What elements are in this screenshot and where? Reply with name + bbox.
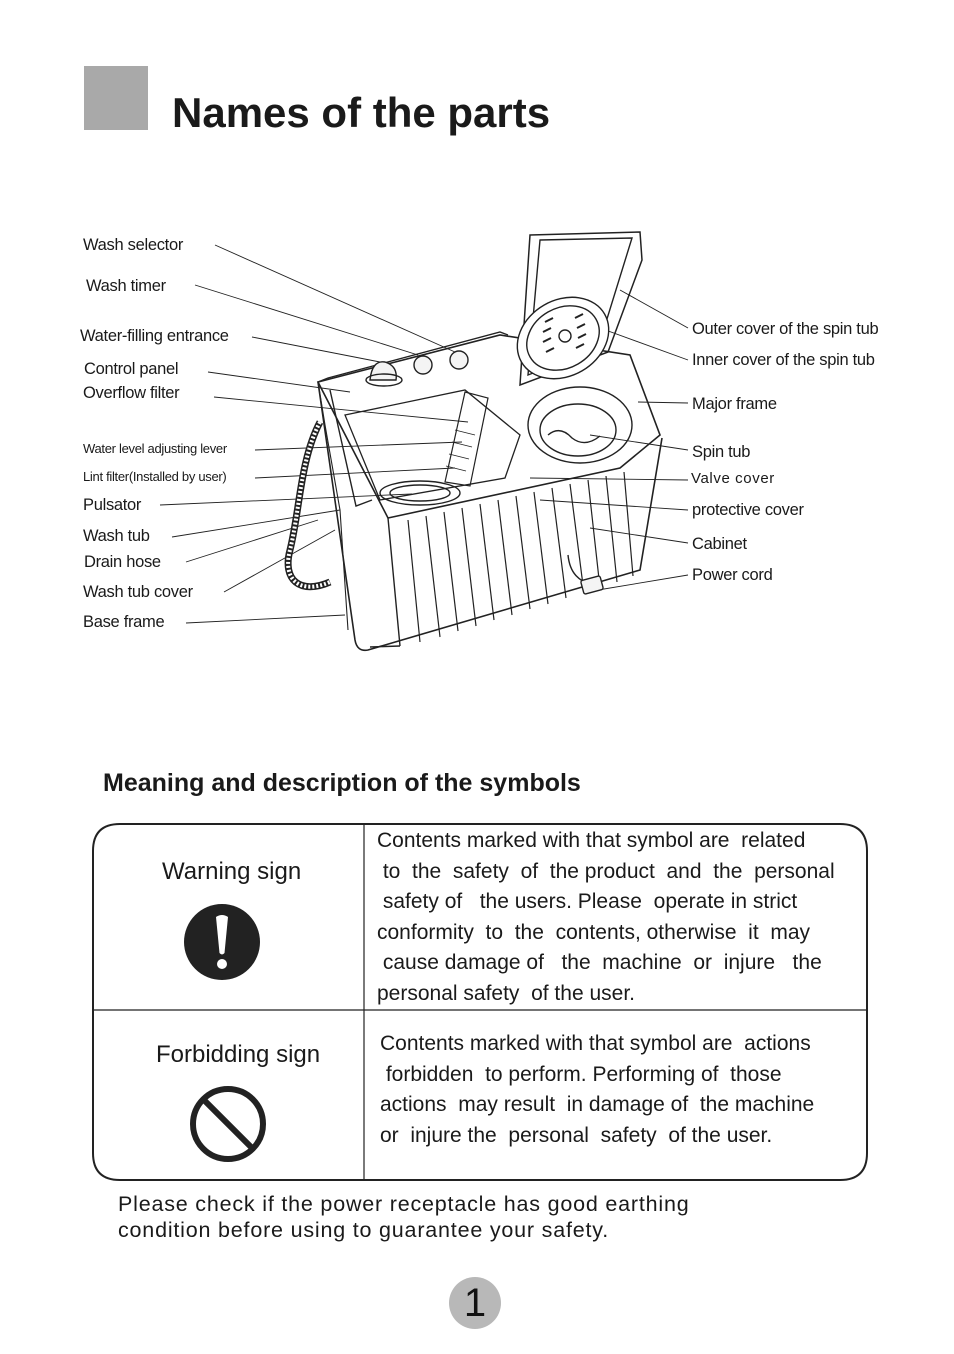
symbols-section-title: Meaning and description of the symbols (103, 769, 581, 797)
earthing-safety-note: Please check if the power receptacle has good earthing condition before using to guarantee your safety. (118, 1192, 690, 1242)
label-overflow-filter: Overflow filter (83, 384, 180, 402)
label-wash-tub: Wash tub (83, 527, 150, 545)
label-valve-cover: Valve cover (691, 470, 775, 487)
symbols-table (92, 823, 868, 1181)
label-wash-timer: Wash timer (86, 277, 166, 295)
label-wash-selector: Wash selector (83, 236, 184, 254)
warning-exclamation-icon (183, 903, 261, 981)
label-protective-cover: protective cover (692, 501, 804, 519)
label-power-cord: Power cord (692, 566, 773, 584)
page-title: Names of the parts (172, 89, 551, 136)
label-pulsator: Pulsator (83, 496, 142, 514)
label-water-filling-entrance: Water-filling entrance (80, 327, 229, 345)
label-wash-tub-cover: Wash tub cover (83, 583, 193, 601)
prohibition-icon (189, 1085, 267, 1163)
label-lint-filter: Lint filter(Installed by user) (83, 469, 227, 484)
leader-lines (160, 245, 688, 623)
warning-sign-description: Contents marked with that symbol are related to the safety of the product and the personal safety of the users. Please operate in strict conformity to the contents, otherwise it may cause damage of the machine or injure the personal safety of the user. (377, 829, 835, 1005)
parts-diagram (0, 210, 954, 670)
page-number: 1 (463, 1281, 487, 1325)
warning-sign-name: Warning sign (162, 858, 302, 885)
label-spin-tub: Spin tub (692, 443, 751, 461)
forbidding-sign-name: Forbidding sign (156, 1041, 321, 1068)
label-drain-hose: Drain hose (84, 553, 161, 571)
header-square-mark (84, 66, 148, 130)
label-major-frame: Major frame (692, 395, 777, 413)
label-base-frame: Base frame (83, 613, 165, 631)
page-number-badge (449, 1277, 501, 1329)
label-water-level-lever: Water level adjusting lever (83, 441, 227, 456)
label-inner-cover-spin-tub: Inner cover of the spin tub (692, 351, 875, 369)
label-outer-cover-spin-tub: Outer cover of the spin tub (692, 320, 879, 338)
label-cabinet: Cabinet (692, 535, 747, 553)
forbidding-sign-description: Contents marked with that symbol are actions forbidden to perform. Performing of those actions may result in damage of the machine or injure the personal safety of the user. (380, 1032, 815, 1147)
label-control-panel: Control panel (84, 360, 179, 378)
